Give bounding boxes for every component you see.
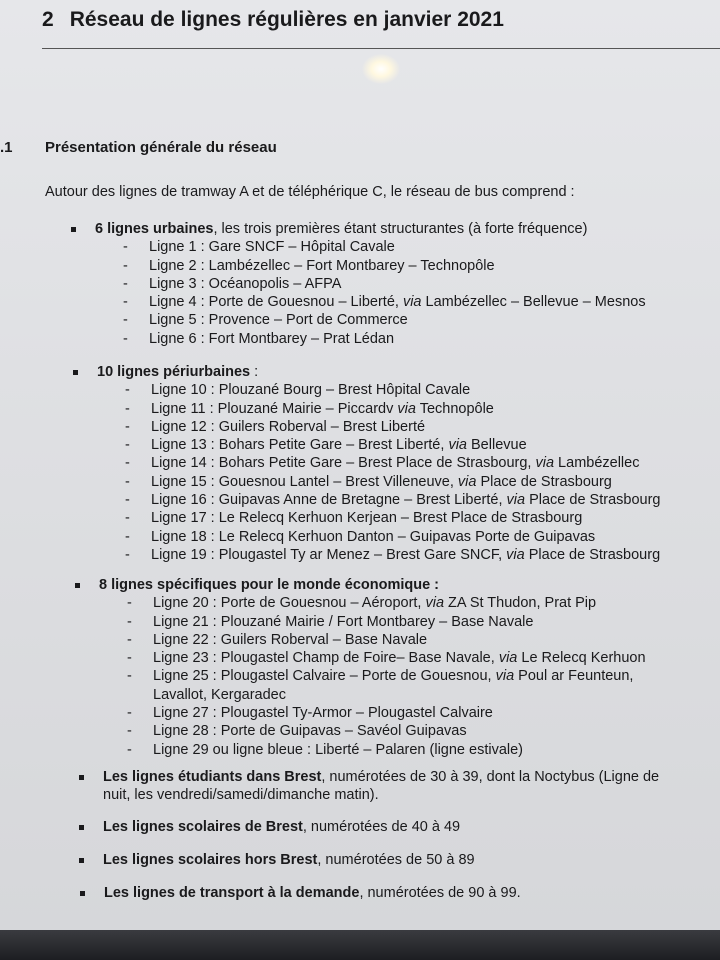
group-title-line — [75, 576, 646, 594]
list-item: - Ligne 2 : Lambézellec – Fort Montbarey – Technopôle — [123, 257, 495, 274]
square-bullet-icon — [79, 825, 84, 830]
group-title-line — [71, 220, 646, 238]
list-item: - Ligne 22 : Guilers Roberval – Base Navale — [127, 631, 428, 648]
section-heading — [42, 8, 504, 32]
list-item: - Ligne 4 : Porte de Gouesnou – Liberté, via Lambézellec – Bellevue – Mesnos — [123, 294, 646, 311]
square-bullet-icon — [75, 583, 80, 588]
group-title-rest: : — [250, 364, 259, 380]
list-item: - Ligne 19 : Plougastel Ty ar Menez – Brest Gare SNCF, via Place de Strasbourg — [125, 546, 661, 563]
list-item: - Ligne 20 : Porte de Gouesnou – Aéroport, via ZA St Thudon, Prat Pip — [127, 595, 597, 612]
light-glare — [362, 54, 400, 84]
group-title: 6 lignes urbaines — [95, 221, 214, 237]
list-item: - Ligne 3 : Océanopolis – AFPA — [123, 275, 342, 292]
subsection-number: .1 — [0, 139, 13, 156]
list-item-continuation: Lavallot, Kergaradec — [153, 686, 286, 703]
bullet-student-lines: Les lignes étudiants dans Brest, numérotées de 30 à 39, dont la Noctybus (Ligne de nuit, les vendredi/samedi/dimanche matin). — [79, 768, 659, 805]
list-item: - Ligne 1 : Gare SNCF – Hôpital Cavale — [123, 239, 395, 256]
list-item: - Ligne 29 ou ligne bleue : Liberté – Palaren (ligne estivale) — [127, 741, 524, 758]
group-periurban-lines — [73, 363, 660, 564]
subsection-title: Présentation générale du réseau — [45, 139, 277, 156]
group-title-rest: , les trois premières étant structurantes (à forte fréquence) — [213, 221, 588, 237]
list-item: - Ligne 5 : Provence – Port de Commerce — [123, 312, 408, 329]
square-bullet-icon — [71, 227, 76, 232]
square-bullet-icon — [73, 370, 78, 375]
square-bullet-icon — [79, 858, 84, 863]
line-list — [71, 238, 646, 348]
list-item: - Ligne 16 : Guipavas Anne de Bretagne – Brest Liberté, via Place de Strasbourg — [125, 492, 661, 509]
list-item: - Ligne 15 : Gouesnou Lantel – Brest Villeneuve, via Place de Strasbourg — [125, 473, 612, 490]
bullet-on-demand-lines: Les lignes de transport à la demande, numérotées de 90 à 99. — [80, 884, 521, 902]
bullet-school-lines-outside: Les lignes scolaires hors Brest, numérotées de 50 à 89 — [79, 851, 475, 869]
square-bullet-icon — [80, 891, 85, 896]
list-item: - Ligne 28 : Porte de Guipavas – Savéol Guipavas — [127, 723, 467, 740]
group-title: 8 lignes spécifiques pour le monde économique : — [99, 577, 440, 593]
list-item: - Ligne 18 : Le Relecq Kerhuon Danton – Guipavas Porte de Guipavas — [125, 528, 596, 545]
group-urban-lines — [71, 220, 646, 348]
list-item: - Ligne 27 : Plougastel Ty-Armor – Plougastel Calvaire — [127, 705, 493, 722]
line-list — [73, 381, 660, 564]
list-item: - Ligne 23 : Plougastel Champ de Foire– Base Navale, via Le Relecq Kerhuon — [127, 650, 646, 667]
group-economic-lines — [75, 576, 646, 759]
bullet-school-lines-brest: Les lignes scolaires de Brest, numérotées de 40 à 49 — [79, 818, 460, 836]
bullet-continuation: nuit, les vendredi/samedi/dimanche matin). — [103, 787, 379, 804]
heading-rule — [42, 48, 720, 49]
section-number: 2 — [42, 8, 54, 31]
square-bullet-icon — [79, 775, 84, 780]
list-item: - Ligne 11 : Plouzané Mairie – Piccardv via Technopôle — [125, 400, 494, 417]
list-item: - Ligne 13 : Bohars Petite Gare – Brest Liberté, via Bellevue — [125, 437, 527, 454]
line-list — [75, 594, 646, 759]
list-item: - Ligne 6 : Fort Montbarey – Prat Lédan — [123, 330, 395, 347]
list-item: - Ligne 21 : Plouzané Mairie / Fort Montbarey – Base Navale — [127, 613, 534, 630]
group-title-line — [73, 363, 660, 381]
section-title: Réseau de lignes régulières en janvier 2021 — [69, 8, 504, 31]
group-title: 10 lignes périurbaines — [97, 364, 251, 380]
list-item: - Ligne 10 : Plouzané Bourg – Brest Hôpital Cavale — [125, 382, 471, 399]
intro-paragraph: Autour des lignes de tramway A et de téléphérique C, le réseau de bus comprend : — [45, 184, 575, 200]
list-item: - Ligne 17 : Le Relecq Kerhuon Kerjean – Brest Place de Strasbourg — [125, 510, 583, 527]
list-item: - Ligne 12 : Guilers Roberval – Brest Liberté — [125, 418, 426, 435]
screen-bezel — [0, 930, 720, 960]
list-item: - Ligne 14 : Bohars Petite Gare – Brest Place de Strasbourg, via Lambézellec — [125, 455, 640, 472]
list-item: - Ligne 25 : Plougastel Calvaire – Porte de Gouesnou, via Poul ar Feunteun, — [127, 668, 634, 685]
